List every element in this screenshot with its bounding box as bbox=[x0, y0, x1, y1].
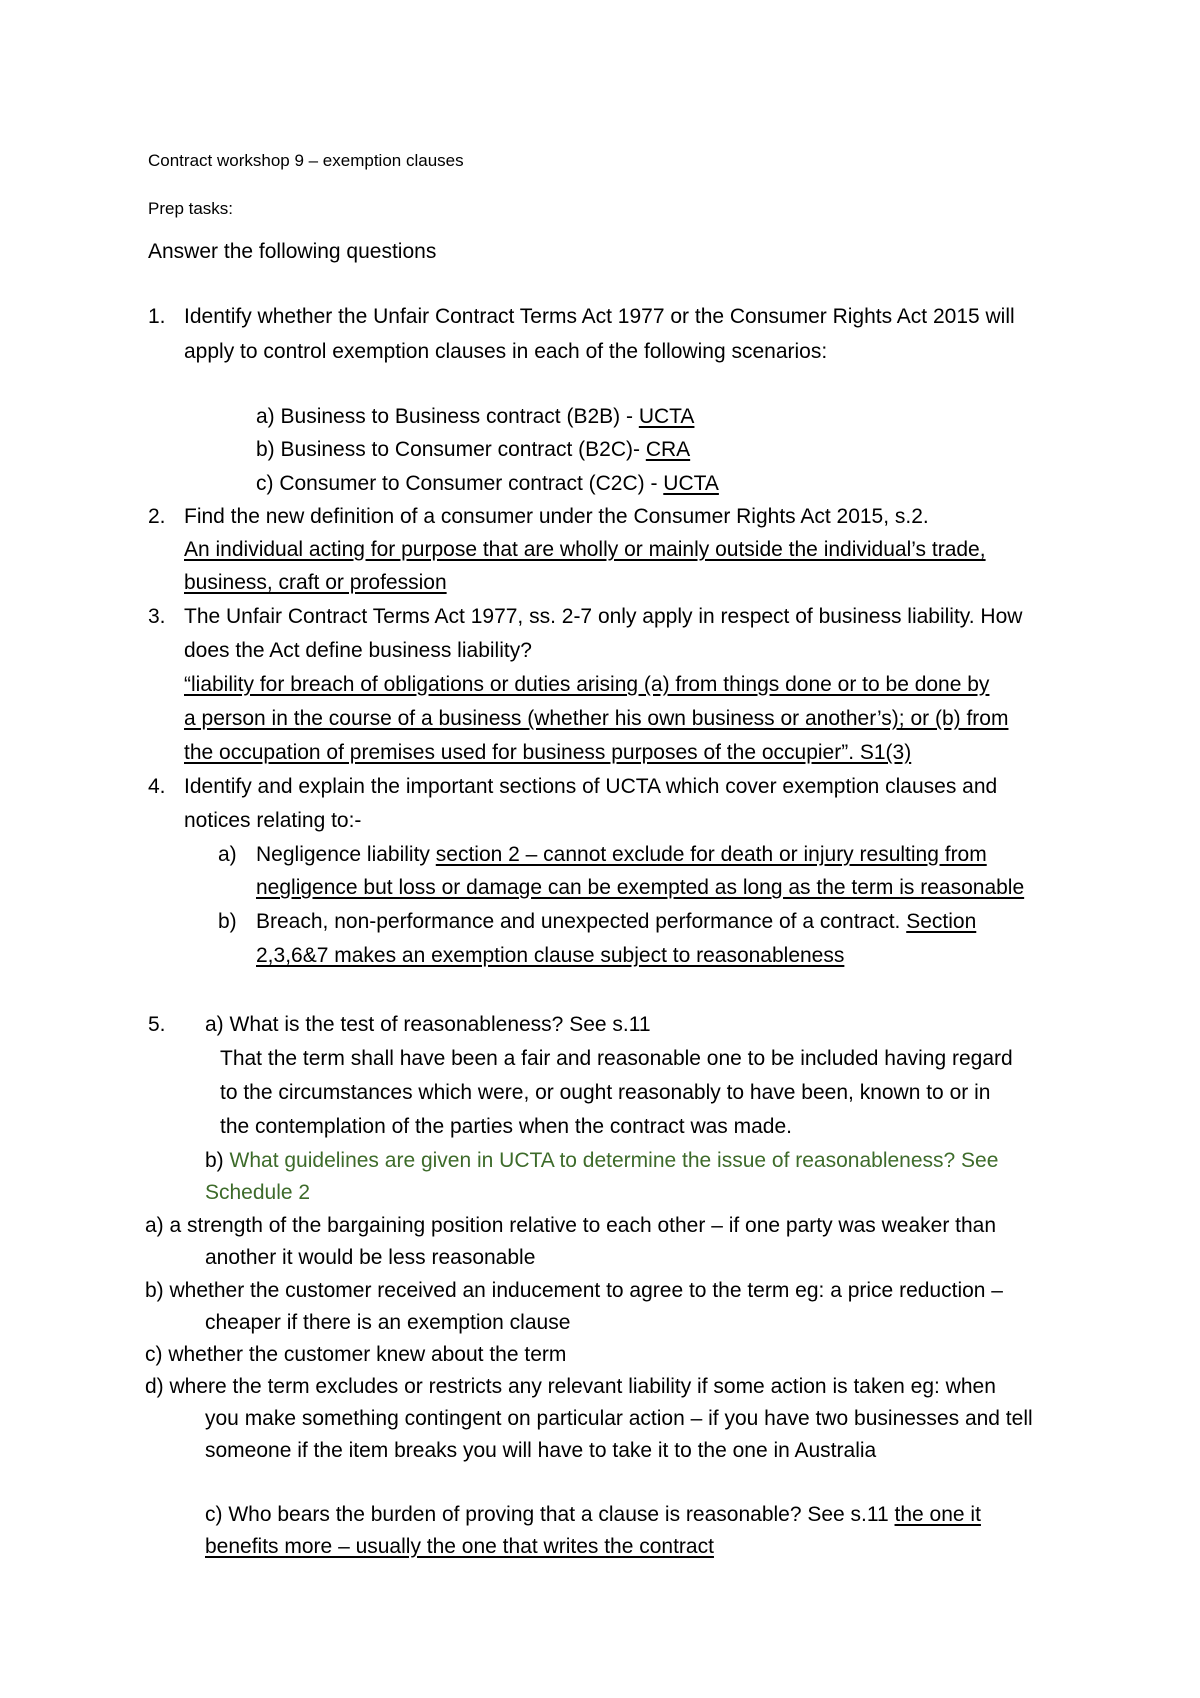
q1-line-2: apply to control exemption clauses in each of the following scenarios: bbox=[184, 340, 828, 363]
prep-tasks-label: Prep tasks: bbox=[148, 199, 234, 218]
q1-option-c bbox=[256, 469, 719, 499]
q1-option-b-answer: CRA bbox=[645, 438, 691, 461]
q4-sub-b-text: Breach, non-performance and unexpected performance of a contract. bbox=[256, 910, 907, 933]
q5-c-answer-2: benefits more – usually the one that writes the contract bbox=[205, 1535, 714, 1558]
guideline-b-2: cheaper if there is an exemption clause bbox=[205, 1311, 571, 1334]
q5-a-answer-2: to the circumstances which were, or ought reasonably to have been, known to or in bbox=[220, 1081, 991, 1104]
q5-b-label: b) bbox=[205, 1149, 230, 1172]
q3-number: 3. bbox=[148, 605, 166, 628]
q2-number: 2. bbox=[148, 505, 166, 528]
q5-c-answer-1: the one it bbox=[894, 1503, 981, 1526]
q4-sub-b-label: b) bbox=[218, 910, 237, 933]
q2-line-1: Find the new definition of a consumer under the Consumer Rights Act 2015, s.2. bbox=[184, 505, 929, 528]
q5-b-question-1: What guidelines are given in UCTA to determine the issue of reasonableness? See bbox=[229, 1149, 999, 1172]
q5-a-answer-1: That the term shall have been a fair and reasonable one to be included having regard bbox=[220, 1047, 1013, 1070]
q1-option-b bbox=[256, 435, 690, 465]
guideline-d-3: someone if the item breaks you will have to take it to the one in Australia bbox=[205, 1439, 877, 1462]
q1-line-1: Identify whether the Unfair Contract Terms Act 1977 or the Consumer Rights Act 2015 will bbox=[184, 305, 1015, 328]
guideline-b-1: b) whether the customer received an inducement to agree to the term eg: a price reduction – bbox=[145, 1279, 1003, 1302]
guideline-d-1: d) where the term excludes or restricts any relevant liability if some action is taken eg: when bbox=[145, 1375, 996, 1398]
q3-answer-2: a person in the course of a business (whether his own business or another’s); or (b) from bbox=[184, 707, 1009, 730]
q4-sub-a-answer-2: negligence but loss or damage can be exempted as long as the term is reasonable bbox=[256, 876, 1025, 899]
q4-sub-a-answer-1: section 2 – cannot exclude for death or injury resulting from bbox=[435, 843, 987, 866]
q4-sub-a-label: a) bbox=[218, 843, 237, 866]
q4-sub-b-answer-2: 2,3,6&7 makes an exemption clause subject to reasonableness bbox=[256, 944, 845, 967]
guideline-a-1: a) a strength of the bargaining position relative to each other – if one party was weaker than bbox=[145, 1214, 997, 1237]
q1-option-b-text: b) Business to Consumer contract (B2C)- bbox=[256, 438, 646, 461]
q1-option-a bbox=[256, 402, 694, 432]
q3-line-2: does the Act define business liability? bbox=[184, 639, 532, 662]
q2-answer-1: An individual acting for purpose that are wholly or mainly outside the individual’s trade, bbox=[184, 538, 986, 561]
q4-sub-a-text: Negligence liability bbox=[256, 843, 436, 866]
guideline-d-2: you make something contingent on particular action – if you have two businesses and tell bbox=[205, 1407, 1033, 1430]
q2-answer-2: business, craft or profession bbox=[184, 571, 447, 594]
q4-line-1: Identify and explain the important sections of UCTA which cover exemption clauses and bbox=[184, 775, 998, 798]
q3-line-1: The Unfair Contract Terms Act 1977, ss. 2-7 only apply in respect of business liability. How bbox=[184, 605, 1023, 628]
q1-number: 1. bbox=[148, 305, 166, 328]
q5-a-answer-3: the contemplation of the parties when the contract was made. bbox=[220, 1115, 792, 1138]
q5-c-question-text: c) Who bears the burden of proving that a clause is reasonable? See s.11 bbox=[205, 1503, 895, 1526]
q5-c-question bbox=[205, 1500, 981, 1530]
q4-number: 4. bbox=[148, 775, 166, 798]
q4-sub-b bbox=[256, 907, 976, 937]
q1-option-a-answer: UCTA bbox=[638, 405, 695, 428]
q5-a-question: a) What is the test of reasonableness? See s.11 bbox=[205, 1013, 651, 1036]
q4-sub-a bbox=[256, 840, 987, 870]
q1-option-c-text: c) Consumer to Consumer contract (C2C) - bbox=[256, 472, 664, 495]
q3-answer-3: the occupation of premises used for business purposes of the occupier”. S1(3) bbox=[184, 741, 912, 764]
guideline-c: c) whether the customer knew about the term bbox=[145, 1343, 567, 1366]
q4-sub-b-answer-1: Section bbox=[906, 910, 977, 933]
q4-line-2: notices relating to:- bbox=[184, 809, 362, 832]
q5-b-question-2: Schedule 2 bbox=[205, 1181, 311, 1204]
section-heading: Answer the following questions bbox=[148, 240, 437, 263]
q5-b-question bbox=[205, 1146, 998, 1176]
guideline-a-2: another it would be less reasonable bbox=[205, 1246, 536, 1269]
q3-answer-1: “liability for breach of obligations or duties arising (a) from things done or to be done by bbox=[184, 673, 990, 696]
q1-option-c-answer: UCTA bbox=[663, 472, 719, 495]
document-title: Contract workshop 9 – exemption clauses bbox=[148, 151, 464, 170]
q1-option-a-text: a) Business to Business contract (B2B) - bbox=[256, 405, 639, 428]
q5-number: 5. bbox=[148, 1013, 166, 1036]
